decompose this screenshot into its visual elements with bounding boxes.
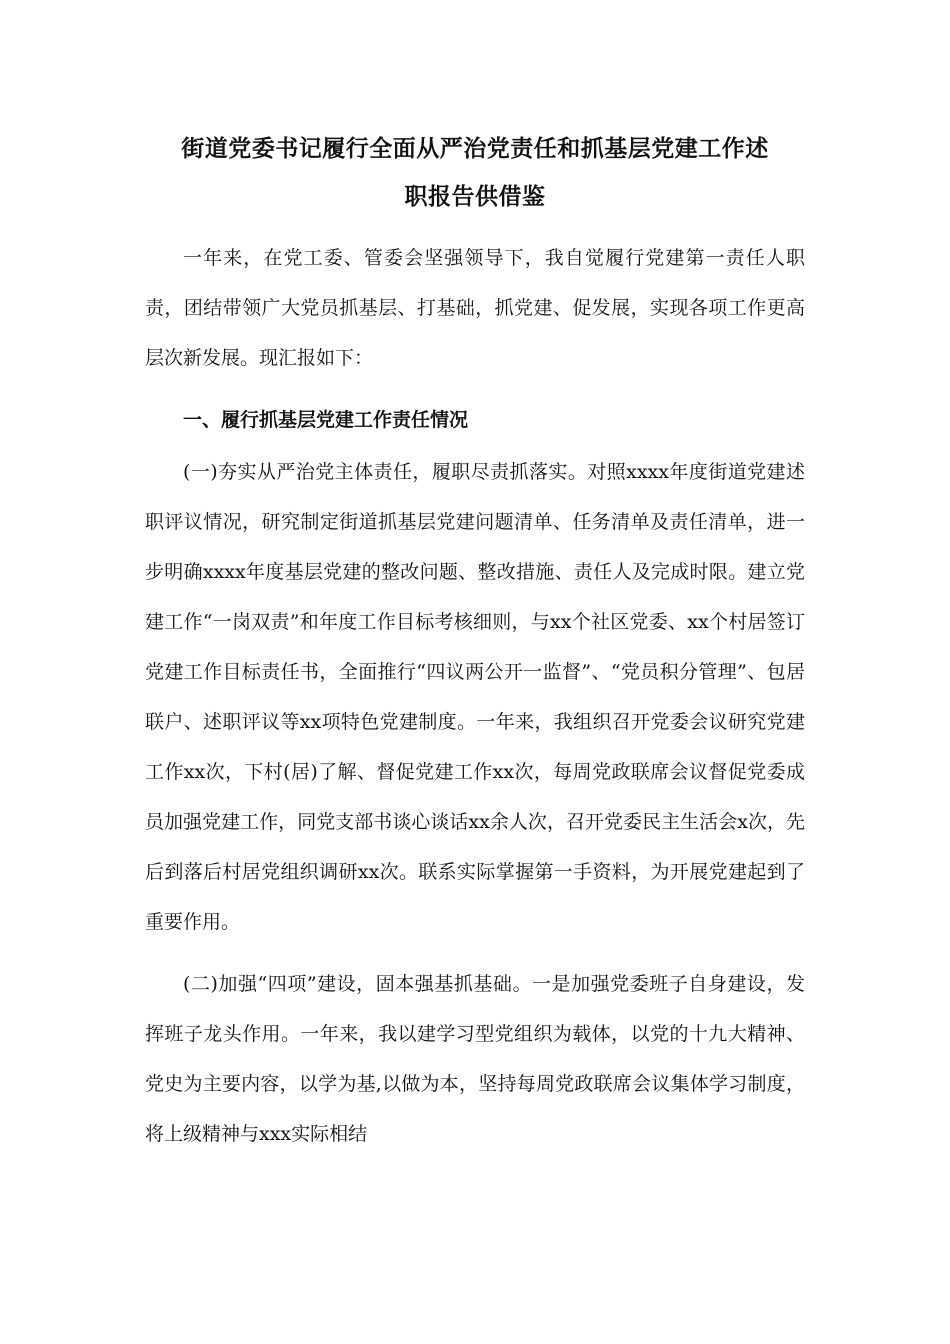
document-body	[145, 125, 805, 1159]
section-1-paragraph-2: (二)加强“四项”建设，固本强基抓基础。一是加强党委班子自身建设，发挥班子龙头作用。一年来，我以建学习型党组织为载体，以党的十九大精神、党史为主要内容，以学为基,以做为本，坚持每周党政联席会议集体学习制度，将上级精神与xxx实际相结	[145, 973, 805, 1145]
section-1-paragraph-1: (一)夯实从严治党主体责任，履职尽责抓落实。对照xxxx年度街道党建述职评议情况，研究制定街道抓基层党建问题清单、任务清单及责任清单，进一步明确xxxx年度基层党建的整改问题、整改措施、责任人及完成时限。建立党建工作“一岗双责”和年度工作目标考核细则，与xx个社区党委、xx个村居签订党建工作目标责任书，全面推行“四议两公开一监督”、“党员积分管理”、包居联户、述职评议等xx项特色党建制度。一年来，我组织召开党委会议研究党建工作xx次，下村(居)了解、督促党建工作xx次，每周党政联席会议督促党委成员加强党建工作，同党支部书谈心谈话xx余人次，召开党委民主生活会x次，先后到落后村居党组织调研xx次。联系实际掌握第一手资料，为开展党建起到了重要作用。	[145, 461, 805, 933]
section-heading-1: 一、履行抓基层党建工作责任情况	[183, 409, 469, 431]
title-line-1: 街道党委书记履行全面从严治党责任和抓基层党建工作述	[181, 135, 769, 162]
intro-paragraph: 一年来，在党工委、管委会坚强领导下，我自觉履行党建第一责任人职责，团结带领广大党员抓基层、打基础，抓党建、促发展，实现各项工作更高层次新发展。现汇报如下：	[145, 247, 805, 369]
document-title	[145, 125, 805, 221]
title-line-2: 职报告供借鉴	[404, 183, 546, 210]
